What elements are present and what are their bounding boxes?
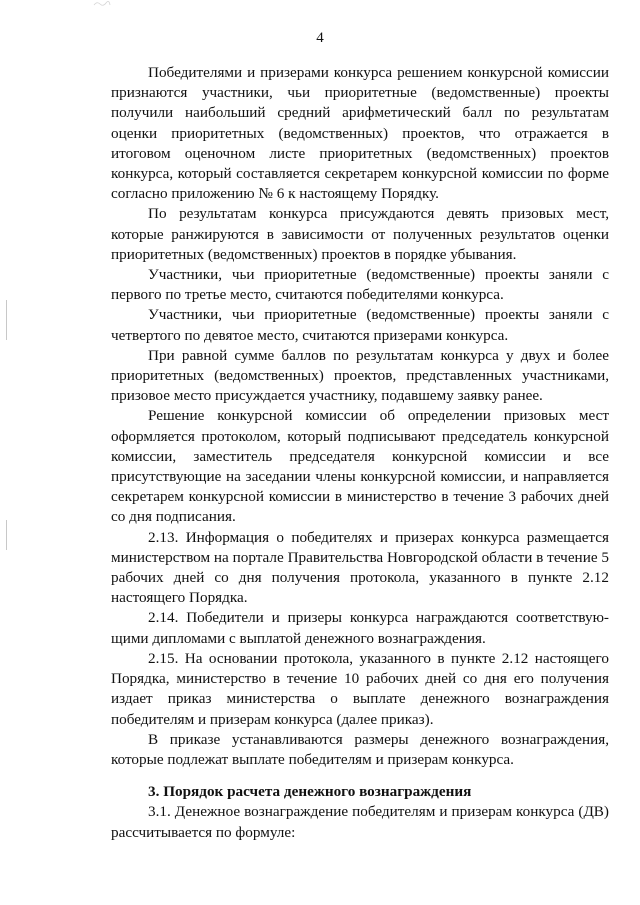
paragraph-3-1: 3.1. Денежное вознаграждение победителям и призерам конкурса (ДВ) рассчитывается по формуле: (111, 803, 609, 841)
paragraph-first-to-third: Участники, чьи приоритетные (ведомственные) проекты заняли с первого по третье место, считаются победителями конкурса. (111, 266, 609, 304)
left-edge-mark (6, 300, 7, 340)
page-number: 4 (316, 30, 324, 46)
document-body (111, 63, 609, 843)
scan-artifact-mark (93, 0, 111, 6)
paragraph-commission-decision: Решение конкурсной комиссии об определении призовых мест оформляется протоколом, который подписывают председатель конкурсной комиссии, заместитель председателя конкурсной комиссии и все присутствующие на заседании члены конкурсной комиссии, и направляется секретарем конкурсной комиссии в министерство в течение 3 рабочих дней со дня подписания. (111, 407, 609, 526)
paragraph-nine-prize-places: По результатам конкурса присуждаются девять призовых мест, которые ранжируются в зависимости от полученных результатов оценки приоритетных (ведомственных) проектов в порядке убывания. (111, 205, 609, 263)
section-3-heading: 3. Порядок расчета денежного вознаграждения (148, 783, 472, 801)
paragraph-2-15: 2.15. На основании протокола, указанного в пункте 2.12 настоящего Порядка, министерство в течение 10 рабочих дней со дня его получения издает приказ министерства о выплате денежного вознаграждения победителям и призерам конкурса (далее приказ). (111, 649, 609, 728)
section-spacer (111, 770, 609, 782)
paragraph-order-amounts: В приказе устанавливаются размеры денежного вознаграждения, которые подлежат выплате победителям и призерам конкурса. (111, 730, 609, 768)
paragraph-winners-definition: Победителями и призерами конкурса решением конкурсной комиссии признаются участники, чьи приоритетные (ведомственные) проекты получили наибольший средний арифметический балл по результатам оценки приоритетных (ведомственных) проектов, что отражается в итоговом оценочном листе приоритетных (ведомственных) проектов конкурса, который составляется секретарем конкурсной комиссии по форме согласно приложению № 6 к настоящему Порядку. (111, 64, 609, 203)
left-edge-mark (6, 520, 7, 550)
paragraph-2-13: 2.13. Информация о победителях и призерах конкурса размещается министерством на портале Правительства Новгородской области в течение 5 рабочих дней со дня получения протокола, указанного в пункте 2.12 настоящего Порядка. (111, 528, 609, 607)
paragraph-fourth-to-ninth: Участники, чьи приоритетные (ведомственные) проекты заняли с четвертого по девятое место, считаются призерами конкурса. (111, 306, 609, 344)
paragraph-equal-score: При равной сумме баллов по результатам конкурса у двух и более приоритетных (ведомственных) проектов, представленных участниками, призовое место присуждается участнику, подавшему заявку ранее. (111, 346, 609, 405)
paragraph-2-14: 2.14. Победители и призеры конкурса награждаются соответствую-щими дипломами с выплатой денежного вознаграждения. (111, 609, 609, 647)
